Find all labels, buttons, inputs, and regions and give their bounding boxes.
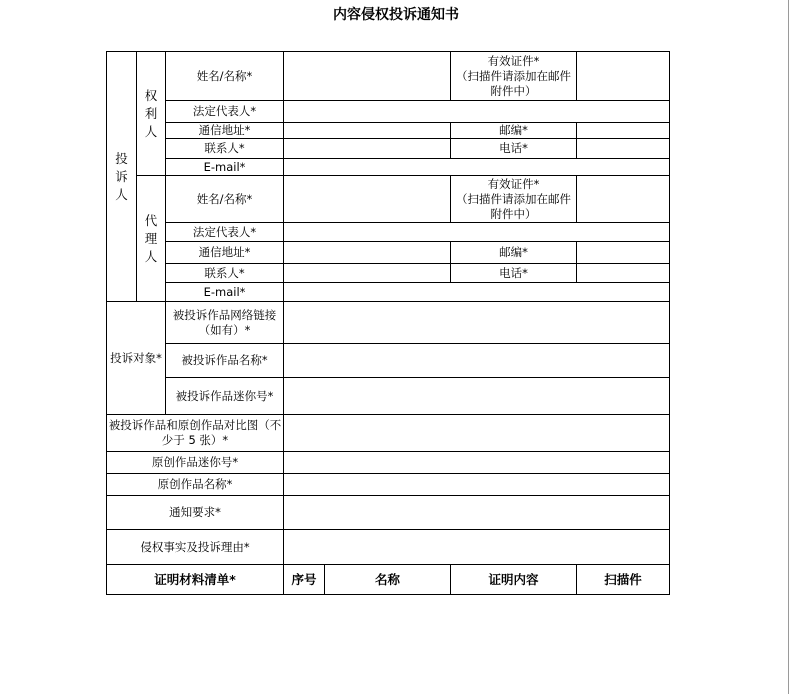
agent-rep-label: 法定代表人*	[166, 223, 284, 242]
complaint-form-table	[106, 51, 670, 595]
facts-field[interactable]	[284, 530, 670, 565]
agent-address-label: 通信地址*	[166, 242, 284, 264]
agent-phone-field[interactable]	[577, 264, 670, 283]
comparison-label: 被投诉作品和原创作品对比图（不少于 5 张）*	[107, 415, 284, 452]
rights-holder-id-field[interactable]	[577, 52, 670, 101]
agent-contact-field[interactable]	[284, 264, 451, 283]
original-name-field[interactable]	[284, 474, 670, 496]
target-name-label: 被投诉作品名称*	[166, 344, 284, 378]
agent-name-field[interactable]	[284, 176, 451, 223]
rights-holder-name-field[interactable]	[284, 52, 451, 101]
rights-holder-rep-field[interactable]	[284, 101, 670, 123]
agent-id-field[interactable]	[577, 176, 670, 223]
rights-holder-rep-label: 法定代表人*	[166, 101, 284, 123]
target-mini-id-field[interactable]	[284, 378, 670, 415]
rights-holder-email-label: E-mail*	[166, 159, 284, 176]
agent-contact-label: 联系人*	[166, 264, 284, 283]
rights-holder-id-label: 有效证件* （扫描件请添加在邮件附件中）	[451, 52, 577, 101]
target-link-label: 被投诉作品网络链接（如有）*	[166, 302, 284, 344]
notice-request-field[interactable]	[284, 496, 670, 530]
agent-rep-field[interactable]	[284, 223, 670, 242]
agent-zip-label: 邮编*	[451, 242, 577, 264]
target-link-field[interactable]	[284, 302, 670, 344]
evidence-label: 证明材料清单*	[107, 565, 284, 595]
complainant-section-label: 投诉人	[107, 52, 137, 302]
comparison-field[interactable]	[284, 415, 670, 452]
rights-holder-zip-field[interactable]	[577, 123, 670, 139]
agent-name-label: 姓名/名称*	[166, 176, 284, 223]
rights-holder-zip-label: 邮编*	[451, 123, 577, 139]
agent-email-label: E-mail*	[166, 283, 284, 302]
rights-holder-address-label: 通信地址*	[166, 123, 284, 139]
agent-id-label: 有效证件* （扫描件请添加在邮件附件中）	[451, 176, 577, 223]
evidence-col-content: 证明内容	[451, 565, 577, 595]
notice-request-label: 通知要求*	[107, 496, 284, 530]
evidence-col-name: 名称	[325, 565, 451, 595]
target-mini-id-label: 被投诉作品迷你号*	[166, 378, 284, 415]
rights-holder-email-field[interactable]	[284, 159, 670, 176]
facts-label: 侵权事实及投诉理由*	[107, 530, 284, 565]
evidence-col-number: 序号	[284, 565, 325, 595]
rights-holder-address-field[interactable]	[284, 123, 451, 139]
rights-holder-contact-label: 联系人*	[166, 139, 284, 159]
rights-holder-name-label: 姓名/名称*	[166, 52, 284, 101]
rights-holder-label: 权利人	[137, 52, 166, 176]
rights-holder-contact-field[interactable]	[284, 139, 451, 159]
page-edge-divider	[788, 0, 789, 694]
original-name-label: 原创作品名称*	[107, 474, 284, 496]
agent-email-field[interactable]	[284, 283, 670, 302]
agent-label: 代理人	[137, 176, 166, 302]
evidence-col-scan: 扫描件	[577, 565, 670, 595]
target-name-field[interactable]	[284, 344, 670, 378]
rights-holder-phone-label: 电话*	[451, 139, 577, 159]
original-mini-id-label: 原创作品迷你号*	[107, 452, 284, 474]
document-title: 内容侵权投诉通知书	[333, 7, 459, 23]
agent-address-field[interactable]	[284, 242, 451, 264]
agent-phone-label: 电话*	[451, 264, 577, 283]
original-mini-id-field[interactable]	[284, 452, 670, 474]
rights-holder-phone-field[interactable]	[577, 139, 670, 159]
agent-zip-field[interactable]	[577, 242, 670, 264]
target-section-label: 投诉对象*	[107, 302, 166, 415]
